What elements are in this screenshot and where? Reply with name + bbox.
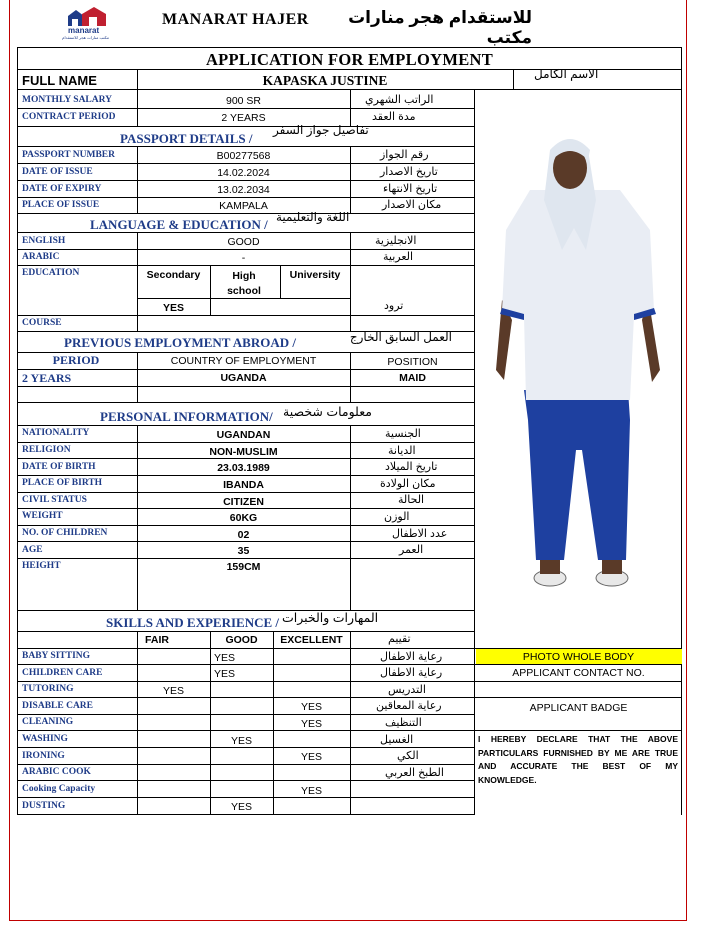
position-value: MAID (399, 372, 426, 384)
place-of-issue-label: PLACE OF ISSUE (22, 200, 100, 210)
age-value: 35 (237, 545, 250, 557)
form-title: APPLICATION FOR EMPLOYMENT (205, 50, 494, 69)
arabic-label: ARABIC (22, 252, 60, 262)
company-name-ar: للاستقدام هجر منارات مكتب (348, 8, 532, 47)
position-header: POSITION (387, 356, 438, 368)
skill-col-ar: تقييم (388, 633, 411, 645)
logo-houses-icon (62, 6, 114, 28)
date-of-issue-value: 14.02.2024 (217, 167, 270, 179)
skill-label: BABY SITTING (22, 651, 91, 661)
logo-subtext: مكتب منارات هجر للاستقدام (62, 35, 109, 40)
skill-ar: الغسيل (380, 734, 414, 746)
age-label: AGE (22, 545, 43, 555)
skill-col-excellent: EXCELLENT (280, 634, 343, 646)
education-label: EDUCATION (22, 268, 80, 278)
applicant-contact-label: APPLICANT CONTACT NO. (512, 667, 645, 679)
company-logo (62, 6, 114, 40)
civil-status-value: CITIZEN (223, 496, 264, 508)
nationality-ar: الجنسية (385, 428, 421, 440)
skill-label: CLEANING (22, 717, 74, 727)
skill-label: Cooking Capacity (22, 784, 96, 794)
place-of-birth-value: IBANDA (223, 479, 264, 491)
skill-excellent: YES (300, 701, 322, 713)
course-label: COURSE (22, 318, 62, 328)
age-ar: العمر (399, 544, 424, 556)
full-name-ar: الاسم الكامل (534, 67, 599, 81)
declaration-text: I HEREBY DECLARE THAT THE ABOVE PARTICULARS FURNISHED BY ME ARE TRUE AND ACCURATE THE BEST OF MY KNOWLEDGE. (478, 734, 678, 785)
passport-number-value: B00277568 (216, 150, 271, 162)
skills-section-title: SKILLS AND EXPERIENCE / (106, 615, 280, 630)
edu-secondary: Secondary (146, 269, 201, 281)
monthly-salary-value: 900 SR (225, 95, 262, 107)
date-of-expiry-value: 13.02.2034 (217, 184, 270, 196)
skill-good: YES (230, 801, 252, 813)
skill-label: TUTORING (22, 684, 74, 694)
full-name-value: KAPASKA JUSTINE (262, 73, 388, 88)
date-of-birth-ar: تاريخ الميلاد (385, 461, 438, 473)
height-value: 159CM (226, 561, 261, 573)
place-of-birth-label: PLACE OF BIRTH (22, 478, 103, 488)
edu-high-school: High school (227, 270, 261, 297)
weight-label: WEIGHT (22, 511, 63, 521)
contract-period-label: CONTRACT PERIOD (22, 112, 116, 122)
english-label: ENGLISH (22, 236, 66, 246)
skill-excellent: YES (300, 718, 322, 730)
skill-col-good: GOOD (225, 634, 258, 646)
children-ar: عدد الاطفال (392, 528, 448, 540)
date-of-expiry-ar: تاريخ الانتهاء (383, 183, 438, 195)
previous-employment-title-ar: العمل السابق الخارج (349, 330, 452, 344)
company-name-en: MANARAT HAJER (162, 11, 309, 28)
skill-good: YES (213, 652, 235, 664)
previous-employment-title: PREVIOUS EMPLOYMENT ABROAD / (64, 335, 296, 350)
weight-value: 60KG (229, 512, 258, 524)
logo-text: manarat (68, 26, 100, 35)
full-name-label: FULL NAME (22, 73, 97, 88)
nationality-value: UGANDAN (216, 429, 271, 441)
education-ar: ترود (384, 300, 404, 312)
personal-info-title: PERSONAL INFORMATION/ (100, 409, 273, 424)
passport-number-label: PASSPORT NUMBER (22, 150, 116, 160)
skill-ar: التنظيف (385, 717, 422, 729)
monthly-salary-ar: الراتب الشهري (365, 94, 434, 106)
skill-label: WASHING (22, 734, 68, 744)
monthly-salary-label: MONTHLY SALARY (22, 95, 113, 105)
skill-ar: الكي (397, 750, 419, 762)
language-section-title: LANGUAGE & EDUCATION / (90, 217, 268, 232)
skill-good: YES (213, 668, 235, 680)
children-value: 02 (237, 529, 250, 541)
date-of-birth-label: DATE OF BIRTH (22, 462, 96, 472)
skill-ar: رعاية الاطفال (380, 651, 443, 663)
place-of-issue-value: KAMPALA (219, 200, 268, 212)
skill-ar: رعاية الاطفال (380, 667, 443, 679)
skill-label: CHILDREN CARE (22, 668, 103, 678)
date-of-issue-label: DATE OF ISSUE (22, 167, 93, 177)
skill-ar: التدريس (388, 684, 426, 696)
personal-info-title-ar: معلومات شخصية (283, 405, 372, 419)
arabic-ar: العربية (383, 251, 414, 263)
skill-label: DUSTING (22, 801, 66, 811)
civil-status-label: CIVIL STATUS (22, 495, 87, 505)
passport-section-title-ar: تفاصيل جواز السفر (273, 123, 369, 137)
height-label: HEIGHT (22, 561, 61, 571)
skill-ar: الطبخ العربي (385, 767, 444, 779)
skill-col-fair: FAIR (145, 634, 169, 646)
contract-period-ar: مدة العقد (372, 111, 416, 123)
nationality-label: NATIONALITY (22, 428, 90, 438)
skill-label: IRONING (22, 751, 65, 761)
skill-label: DISABLE CARE (22, 701, 94, 711)
applicant-badge-label: APPLICANT BADGE (529, 702, 628, 714)
skill-label: ARABIC COOK (22, 767, 91, 777)
period-header: PERIOD (52, 353, 100, 367)
english-ar: الانجليزية (375, 235, 417, 247)
contract-period-value: 2 YEARS (221, 112, 266, 124)
country-value: UGANDA (220, 372, 267, 384)
applicant-photo (478, 120, 678, 610)
skill-ar: رعاية المعاقين (376, 700, 442, 712)
skill-fair: YES (162, 685, 184, 697)
language-section-title-ar: اللغة والتعليمية (276, 210, 350, 224)
weight-ar: الوزن (384, 511, 410, 523)
skills-section-title-ar: المهارات والخبرات (282, 611, 379, 625)
date-of-issue-ar: تاريخ الاصدار (380, 166, 438, 178)
passport-number-ar: رقم الجواز (380, 149, 429, 161)
english-value: GOOD (227, 236, 260, 248)
skill-good: YES (230, 735, 252, 747)
date-of-birth-value: 23.03.1989 (217, 462, 270, 474)
children-label: NO. OF CHILDREN (22, 528, 108, 538)
arabic-value: - (241, 252, 246, 264)
civil-status-ar: الحالة (398, 494, 425, 506)
religion-value: NON-MUSLIM (209, 446, 278, 458)
date-of-expiry-label: DATE OF EXPIRY (22, 184, 102, 194)
place-of-issue-ar: مكان الاصدار (382, 199, 442, 211)
period-value: 2 YEARS (22, 371, 72, 385)
edu-secondary-mark: YES (162, 302, 184, 314)
skill-excellent: YES (300, 751, 322, 763)
passport-section-title: PASSPORT DETAILS / (120, 131, 253, 146)
religion-ar: الديانة (388, 445, 416, 457)
edu-university: University (289, 269, 341, 281)
religion-label: RELIGION (22, 445, 71, 455)
applicant-figure-icon (478, 120, 678, 610)
country-header: COUNTRY OF EMPLOYMENT (170, 355, 317, 367)
photo-whole-body-label: PHOTO WHOLE BODY (522, 651, 635, 663)
skill-excellent: YES (300, 785, 322, 797)
place-of-birth-ar: مكان الولادة (380, 478, 436, 490)
